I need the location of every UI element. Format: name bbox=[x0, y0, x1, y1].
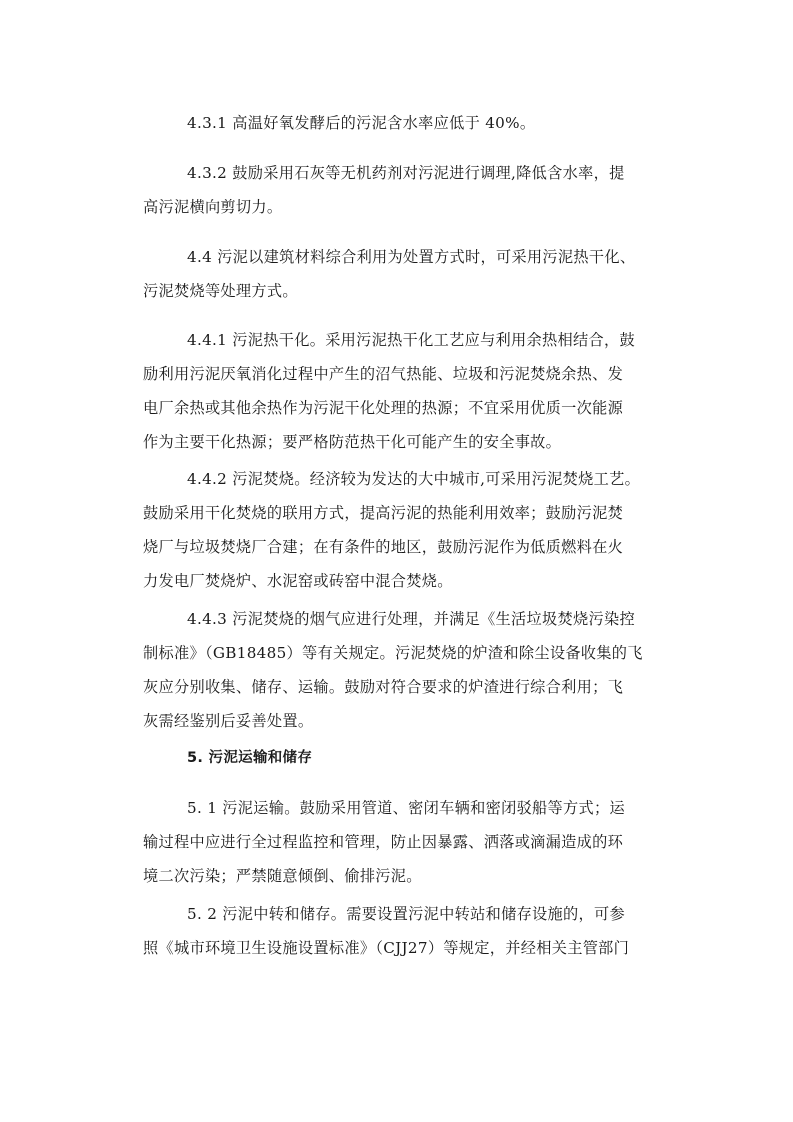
paragraph-line: 电厂余热或其他余热作为污泥干化处理的热源；不宜采用优质一次能源 bbox=[143, 399, 624, 417]
clause-4-4-1 bbox=[143, 323, 655, 459]
paragraph-line: 励利用污泥厌氧消化过程中产生的沼气热能、垃圾和污泥焚烧余热、发 bbox=[143, 365, 624, 383]
clause-5-1 bbox=[143, 791, 655, 893]
paragraph-line: 作为主要干化热源；要严格防范热干化可能产生的安全事故。 bbox=[143, 433, 562, 451]
paragraph-line: 灰应分别收集、储存、运输。鼓励对符合要求的炉渣进行综合利用；飞 bbox=[143, 678, 624, 696]
section-heading: 5. 污泥运输和储存 bbox=[187, 750, 313, 766]
paragraph-line: 高污泥横向剪切力。 bbox=[143, 198, 283, 216]
section-heading-5 bbox=[143, 741, 655, 775]
clause-4-3-1 bbox=[143, 106, 655, 140]
clause-4-4 bbox=[143, 240, 655, 308]
clause-5-2 bbox=[143, 897, 655, 965]
paragraph-line: 污泥焚烧等处理方式。 bbox=[143, 282, 298, 300]
paragraph-line: 鼓励采用干化焚烧的联用方式，提高污泥的热能利用效率；鼓励污泥焚 bbox=[143, 504, 624, 522]
paragraph-line: 5. 2 污泥中转和储存。需要设置污泥中转站和储存设施的，可参 bbox=[187, 905, 625, 923]
paragraph-line: 力发电厂焚烧炉、水泥窑或砖窑中混合焚烧。 bbox=[143, 572, 453, 590]
paragraph-line: 制标准》（GB18485）等有关规定。污泥焚烧的炉渣和除尘设备收集的飞 bbox=[143, 644, 643, 662]
paragraph-line: 烧厂与垃圾焚烧厂合建；在有条件的地区，鼓励污泥作为低质燃料在火 bbox=[143, 538, 624, 556]
paragraph-line: 4.3.1 高温好氧发酵后的污泥含水率应低于 40%。 bbox=[187, 114, 536, 132]
clause-4-3-2 bbox=[143, 156, 655, 224]
paragraph-line: 4.4.1 污泥热干化。采用污泥热干化工艺应与利用余热相结合，鼓 bbox=[187, 331, 635, 349]
clause-4-4-2 bbox=[143, 462, 655, 598]
paragraph-line: 5. 1 污泥运输。鼓励采用管道、密闭车辆和密闭驳船等方式；运 bbox=[187, 799, 625, 817]
paragraph-line: 4.4 污泥以建筑材料综合利用为处置方式时，可采用污泥热干化、 bbox=[187, 248, 636, 266]
paragraph-line: 输过程中应进行全过程监控和管理，防止因暴露、洒落或滴漏造成的环 bbox=[143, 833, 624, 851]
paragraph-line: 4.4.2 污泥焚烧。经济较为发达的大中城市,可采用污泥焚烧工艺。 bbox=[187, 470, 641, 488]
clause-4-4-3 bbox=[143, 602, 655, 738]
paragraph-line: 照《城市环境卫生设施设置标准》（CJJ27）等规定，并经相关主管部门 bbox=[143, 939, 630, 957]
paragraph-line: 4.3.2 鼓励采用石灰等无机药剂对污泥进行调理,降低含水率，提 bbox=[187, 164, 625, 182]
paragraph-line: 4.4.3 污泥焚烧的烟气应进行处理，并满足《生活垃圾焚烧污染控 bbox=[187, 610, 635, 628]
paragraph-line: 灰需经鉴别后妥善处置。 bbox=[143, 712, 314, 730]
paragraph-line: 境二次污染；严禁随意倾倒、偷排污泥。 bbox=[143, 867, 422, 885]
